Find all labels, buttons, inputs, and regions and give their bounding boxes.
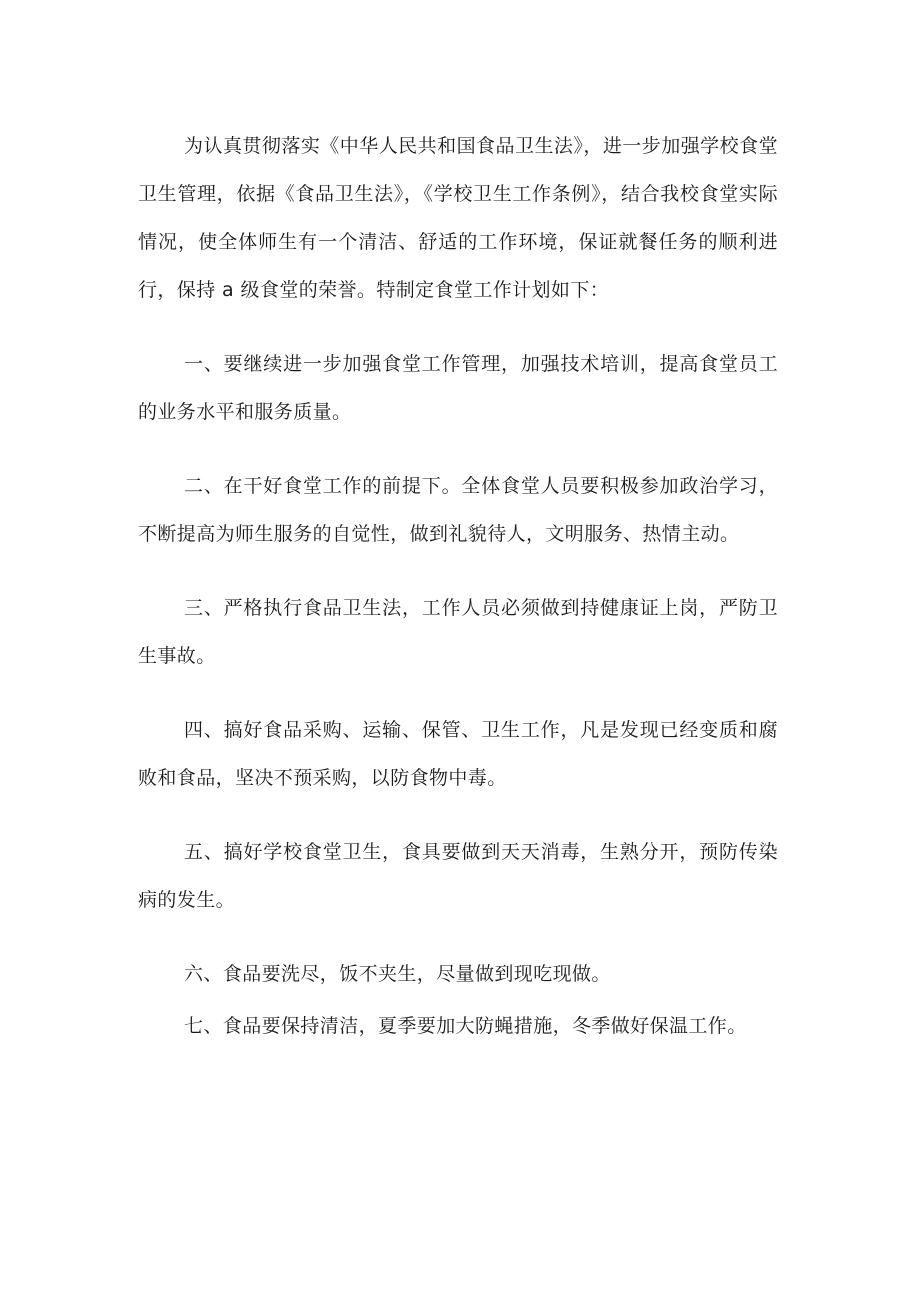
item-paragraph-3: 三、严格执行食品卫生法，工作人员必须做到持健康证上岗，严防卫生事故。 bbox=[138, 597, 778, 667]
intro-paragraph: 为认真贯彻落实《中华人民共和国食品卫生法》，进一步加强学校食堂卫生管理，依据《食品卫生法》，《学校卫生工作条例》，结合我校食堂实际情况，使全体师生有一个清洁、舒适的工作环境，保证就餐任务的顺利进行，保持 a 级食堂的荣誉。特制定食堂工作计划如下： bbox=[138, 135, 778, 301]
item-paragraph-2: 二、在干好食堂工作的前提下。全体食堂人员要积极参加政治学习，不断提高为师生服务的自觉性，做到礼貌待人，文明服务、热情主动。 bbox=[138, 475, 778, 545]
document-body bbox=[138, 122, 778, 1050]
item-paragraph-5: 五、搞好学校食堂卫生，食具要做到天天消毒，生熟分开，预防传染病的发生。 bbox=[138, 841, 778, 911]
item-paragraph-7: 七、食品要保持清洁，夏季要加大防蝇措施，冬季做好保温工作。 bbox=[184, 1015, 747, 1037]
item-paragraph-1: 一、要继续进一步加强食堂工作管理，加强技术培训，提高食堂员工的业务水平和服务质量。 bbox=[138, 353, 778, 423]
item-paragraph-4: 四、搞好食品采购、运输、保管、卫生工作，凡是发现已经变质和腐败和食品，坚决不预采购，以防食物中毒。 bbox=[138, 719, 778, 789]
item-paragraph-6: 六、食品要洗尽，饭不夹生，尽量做到现吃现做。 bbox=[184, 963, 611, 985]
